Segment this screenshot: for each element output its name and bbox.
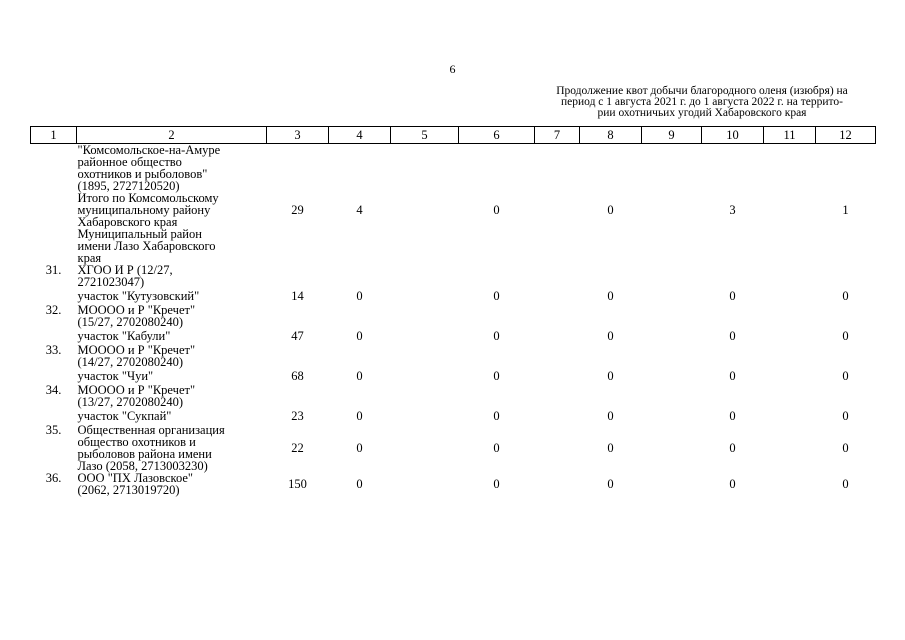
cell-empty xyxy=(535,144,580,193)
row-name xyxy=(77,264,267,288)
row-name xyxy=(77,408,267,424)
cell-c6 xyxy=(459,344,535,368)
cell-empty xyxy=(391,328,459,344)
cell-c8 xyxy=(580,228,642,264)
cell-empty xyxy=(764,144,816,193)
table-row xyxy=(31,368,876,384)
cell-c12: 0 xyxy=(842,289,849,303)
row-name-line: МОООО и Р "Кречет" xyxy=(77,383,196,397)
cell-c3: 23 xyxy=(291,409,304,423)
cell-empty xyxy=(642,144,702,193)
cell-c12: 0 xyxy=(842,477,849,491)
row-name-line: ООО "ПХ Лазовское" xyxy=(77,471,193,485)
row-number: 36. xyxy=(45,471,62,485)
cell-c3 xyxy=(267,264,329,288)
cell-c10: 0 xyxy=(729,441,736,455)
cell-empty xyxy=(391,472,459,496)
cell-c8: 0 xyxy=(607,289,614,303)
column-header: 3 xyxy=(267,127,329,144)
cell-empty xyxy=(391,192,459,228)
cell-c4 xyxy=(329,144,391,193)
row-number: 32. xyxy=(45,303,62,317)
row-number xyxy=(31,288,77,304)
cell-c6: 0 xyxy=(493,289,500,303)
row-name-line: Итого по Комсомольскому xyxy=(77,191,219,205)
cell-c6: 0 xyxy=(493,203,500,217)
cell-empty xyxy=(642,368,702,384)
table-row xyxy=(31,228,876,264)
cell-c12 xyxy=(816,144,876,193)
cell-c3: 22 xyxy=(291,441,304,455)
cell-c8: 0 xyxy=(607,329,614,343)
table-body xyxy=(31,144,876,497)
cell-empty xyxy=(764,228,816,264)
column-header: 9 xyxy=(642,127,702,144)
cell-c6: 0 xyxy=(493,441,500,455)
cell-empty xyxy=(764,304,816,328)
cell-c12: 1 xyxy=(842,203,849,217)
cell-c3: 14 xyxy=(291,289,304,303)
cell-c10 xyxy=(702,144,764,193)
cell-c8: 0 xyxy=(607,409,614,423)
row-name-line: участок "Кабули" xyxy=(77,329,171,343)
cell-c10: 0 xyxy=(729,369,736,383)
cell-empty xyxy=(642,228,702,264)
row-number xyxy=(31,408,77,424)
cell-c12 xyxy=(816,228,876,264)
cell-c10 xyxy=(702,264,764,288)
cell-empty xyxy=(535,472,580,496)
cell-empty xyxy=(391,264,459,288)
row-name-line: общество охотников и xyxy=(77,435,196,449)
cell-empty xyxy=(535,192,580,228)
page-number: 6 xyxy=(449,62,456,76)
cell-c10: 3 xyxy=(729,203,736,217)
row-name-line: (14/27, 2702080240) xyxy=(77,355,184,369)
cell-empty xyxy=(642,192,702,228)
cell-c4: 0 xyxy=(356,409,363,423)
cell-empty xyxy=(535,424,580,472)
cell-empty xyxy=(642,304,702,328)
table-row xyxy=(31,264,876,288)
cell-c4: 0 xyxy=(356,369,363,383)
table-row xyxy=(31,384,876,408)
table-row xyxy=(31,328,876,344)
row-name-line: края xyxy=(77,251,102,265)
cell-c6 xyxy=(459,304,535,328)
cell-c8 xyxy=(580,144,642,193)
row-name-line: участок "Чуи" xyxy=(77,369,154,383)
row-number: 33. xyxy=(45,343,62,357)
table-row xyxy=(31,472,876,496)
row-number xyxy=(31,328,77,344)
cell-empty xyxy=(391,288,459,304)
cell-empty xyxy=(391,424,459,472)
cell-empty xyxy=(391,344,459,368)
row-name-line: "Комсомольское-на-Амуре xyxy=(77,143,221,157)
cell-c3 xyxy=(267,384,329,408)
row-number xyxy=(31,228,77,264)
column-header: 1 xyxy=(31,127,77,144)
row-name-line: 2721023047) xyxy=(77,275,145,289)
cell-empty xyxy=(642,384,702,408)
row-name-line: участок "Сукпай" xyxy=(77,409,172,423)
caption-line: рии охотничьих угодий Хабаровского края xyxy=(597,107,807,119)
cell-empty xyxy=(642,424,702,472)
row-name-line: охотников и рыболовов" xyxy=(77,167,208,181)
cell-c8 xyxy=(580,264,642,288)
cell-empty xyxy=(764,368,816,384)
cell-c8: 0 xyxy=(607,369,614,383)
cell-c10 xyxy=(702,344,764,368)
cell-empty xyxy=(535,368,580,384)
cell-c8: 0 xyxy=(607,203,614,217)
cell-c3: 29 xyxy=(291,203,304,217)
cell-c8 xyxy=(580,344,642,368)
cell-c10: 0 xyxy=(729,289,736,303)
row-name-line: муниципальному району xyxy=(77,203,211,217)
cell-empty xyxy=(642,288,702,304)
cell-empty xyxy=(764,424,816,472)
row-name xyxy=(77,228,267,264)
cell-c3: 68 xyxy=(291,369,304,383)
cell-c3 xyxy=(267,228,329,264)
row-name xyxy=(77,328,267,344)
cell-empty xyxy=(535,304,580,328)
row-name xyxy=(77,368,267,384)
cell-c6 xyxy=(459,264,535,288)
cell-c3: 150 xyxy=(288,477,307,491)
cell-empty xyxy=(642,264,702,288)
row-name-line: (1895, 2727120520) xyxy=(77,179,180,193)
table-row xyxy=(31,288,876,304)
row-name xyxy=(77,344,267,368)
row-number: 35. xyxy=(45,423,62,437)
row-name-line: Лазо (2058, 2713003230) xyxy=(77,459,208,473)
cell-c4: 4 xyxy=(356,203,363,217)
cell-c8 xyxy=(580,384,642,408)
row-name-line: МОООО и Р "Кречет" xyxy=(77,343,196,357)
row-name-line: МОООО и Р "Кречет" xyxy=(77,303,196,317)
column-header: 8 xyxy=(580,127,642,144)
cell-empty xyxy=(642,344,702,368)
cell-c10: 0 xyxy=(729,329,736,343)
row-name-line: районное общество xyxy=(77,155,182,169)
cell-c4: 0 xyxy=(356,441,363,455)
cell-c6: 0 xyxy=(493,369,500,383)
cell-c6: 0 xyxy=(493,477,500,491)
cell-c6 xyxy=(459,144,535,193)
cell-c4 xyxy=(329,304,391,328)
cell-empty xyxy=(535,288,580,304)
column-header: 6 xyxy=(459,127,535,144)
column-header: 7 xyxy=(535,127,580,144)
header-row xyxy=(31,127,876,144)
cell-empty xyxy=(535,344,580,368)
cell-c6 xyxy=(459,384,535,408)
column-header: 4 xyxy=(329,127,391,144)
caption-line: период с 1 августа 2021 г. до 1 августа 2022 г. на террито- xyxy=(561,96,843,108)
cell-empty xyxy=(391,144,459,193)
cell-c10 xyxy=(702,384,764,408)
table-row xyxy=(31,424,876,472)
row-name-line: участок "Кутузовский" xyxy=(77,289,200,303)
cell-c3 xyxy=(267,344,329,368)
column-header: 12 xyxy=(816,127,876,144)
row-name-line: (2062, 2713019720) xyxy=(77,483,180,497)
cell-c4 xyxy=(329,344,391,368)
cell-empty xyxy=(764,328,816,344)
cell-empty xyxy=(391,228,459,264)
row-name-line: (15/27, 2702080240) xyxy=(77,315,184,329)
table-row xyxy=(31,192,876,228)
cell-empty xyxy=(642,328,702,344)
table-row xyxy=(31,344,876,368)
row-name-line: имени Лазо Хабаровского xyxy=(77,239,216,253)
cell-empty xyxy=(642,472,702,496)
column-header: 2 xyxy=(77,127,267,144)
cell-c12: 0 xyxy=(842,441,849,455)
cell-c4: 0 xyxy=(356,329,363,343)
cell-c10 xyxy=(702,228,764,264)
row-number: 34. xyxy=(45,383,62,397)
cell-c8 xyxy=(580,304,642,328)
cell-c4 xyxy=(329,228,391,264)
cell-c6: 0 xyxy=(493,329,500,343)
row-name-line: Муниципальный район xyxy=(77,227,202,241)
cell-c12: 0 xyxy=(842,369,849,383)
cell-c3: 47 xyxy=(291,329,304,343)
cell-empty xyxy=(391,384,459,408)
table-row xyxy=(31,304,876,328)
cell-empty xyxy=(764,288,816,304)
column-header: 5 xyxy=(391,127,459,144)
table-caption xyxy=(536,86,868,119)
row-name xyxy=(77,192,267,228)
row-name-line: рыболовов района имени xyxy=(77,447,212,461)
cell-empty xyxy=(391,304,459,328)
table-row xyxy=(31,144,876,193)
row-name-line: Общественная организация xyxy=(77,423,225,437)
cell-empty xyxy=(764,384,816,408)
cell-c6 xyxy=(459,228,535,264)
cell-c3 xyxy=(267,304,329,328)
cell-c12 xyxy=(816,344,876,368)
cell-empty xyxy=(764,264,816,288)
cell-c12 xyxy=(816,384,876,408)
cell-c8: 0 xyxy=(607,441,614,455)
cell-c12 xyxy=(816,264,876,288)
row-number xyxy=(31,192,77,228)
cell-c12: 0 xyxy=(842,409,849,423)
row-number xyxy=(31,368,77,384)
quota-table xyxy=(30,126,876,496)
row-name-line: ХГОО И Р (12/27, xyxy=(77,263,173,277)
cell-empty xyxy=(391,368,459,384)
row-name xyxy=(77,144,267,193)
cell-empty xyxy=(535,384,580,408)
cell-c3 xyxy=(267,144,329,193)
cell-c10: 0 xyxy=(729,409,736,423)
cell-c4: 0 xyxy=(356,289,363,303)
cell-c4 xyxy=(329,264,391,288)
row-name-line: (13/27, 2702080240) xyxy=(77,395,184,409)
row-number: 31. xyxy=(45,263,62,277)
cell-empty xyxy=(391,408,459,424)
cell-empty xyxy=(642,408,702,424)
cell-empty xyxy=(535,264,580,288)
cell-c10 xyxy=(702,304,764,328)
column-header: 11 xyxy=(764,127,816,144)
row-name xyxy=(77,384,267,408)
cell-empty xyxy=(764,344,816,368)
cell-c8: 0 xyxy=(607,477,614,491)
row-name xyxy=(77,424,267,472)
cell-c6: 0 xyxy=(493,409,500,423)
row-number xyxy=(31,144,77,193)
cell-c12: 0 xyxy=(842,329,849,343)
cell-c4: 0 xyxy=(356,477,363,491)
cell-empty xyxy=(764,192,816,228)
cell-c12 xyxy=(816,304,876,328)
cell-empty xyxy=(535,408,580,424)
column-header: 10 xyxy=(702,127,764,144)
row-name xyxy=(77,288,267,304)
caption-line: Продолжение квот добычи благородного оленя (изюбря) на xyxy=(556,85,848,97)
cell-empty xyxy=(535,328,580,344)
row-name-line: Хабаровского края xyxy=(77,215,178,229)
table-row xyxy=(31,408,876,424)
cell-c10: 0 xyxy=(729,477,736,491)
cell-empty xyxy=(764,408,816,424)
cell-empty xyxy=(535,228,580,264)
cell-c4 xyxy=(329,384,391,408)
cell-empty xyxy=(764,472,816,496)
row-name xyxy=(77,472,267,496)
row-name xyxy=(77,304,267,328)
